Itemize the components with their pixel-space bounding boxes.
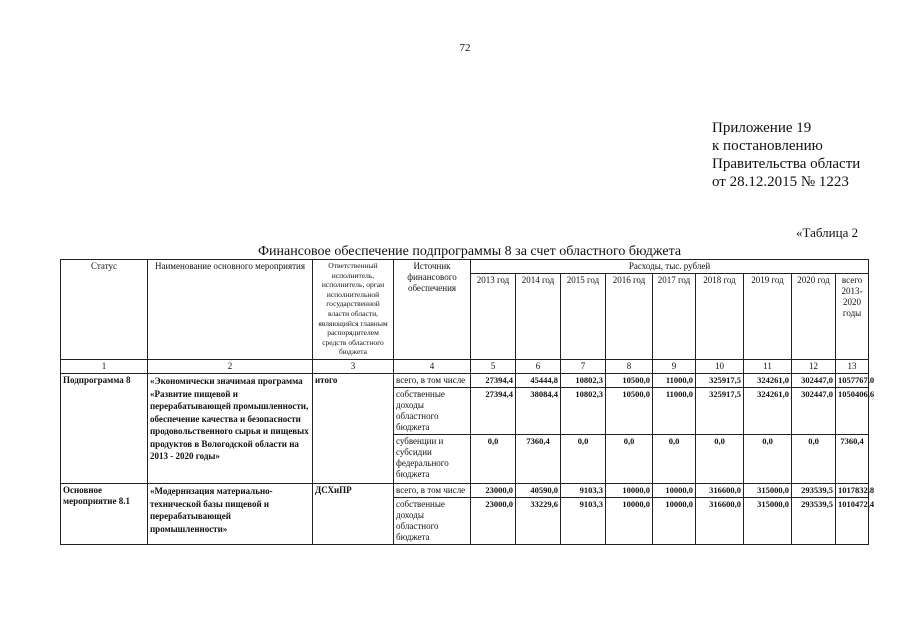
value-cell: 10802,3 [561, 388, 606, 435]
header-year: 2018 год [696, 274, 744, 360]
row-status: Основное мероприятие 8.1 [61, 484, 148, 545]
header-status: Статус [61, 260, 148, 360]
appendix-block [712, 119, 860, 191]
value-cell: 10802,3 [561, 374, 606, 388]
value-cell: 316600,0 [696, 484, 744, 498]
value-cell: 0,0 [561, 435, 606, 484]
value-cell: 0,0 [696, 435, 744, 484]
value-cell: 10000,0 [606, 484, 653, 498]
value-cell: 315000,0 [744, 498, 792, 545]
value-cell: 10000,0 [606, 498, 653, 545]
value-cell: 0,0 [744, 435, 792, 484]
value-cell: 10000,0 [653, 498, 696, 545]
appendix-line-4: от 28.12.2015 № 1223 [712, 174, 849, 190]
column-number: 6 [516, 360, 561, 374]
value-cell: 45444,8 [516, 374, 561, 388]
value-cell: 1010472,4 [836, 498, 869, 545]
financing-table [60, 259, 875, 545]
value-cell: 7360,4 [516, 435, 561, 484]
column-number: 10 [696, 360, 744, 374]
value-cell: 40590,0 [516, 484, 561, 498]
header-year: 2016 год [606, 274, 653, 360]
value-cell: 38084,4 [516, 388, 561, 435]
header-row [61, 260, 869, 274]
value-cell: 10500,0 [606, 388, 653, 435]
value-cell: 9103,3 [561, 498, 606, 545]
row-name: «Модернизация материально-технической базы пищевой и перерабатывающей промышленности» [148, 484, 313, 545]
column-number: 9 [653, 360, 696, 374]
table-label: «Таблица 2 [796, 225, 859, 240]
value-cell: 293539,5 [792, 484, 836, 498]
value-cell: 324261,0 [744, 388, 792, 435]
column-number: 4 [394, 360, 471, 374]
page-number: 72 [459, 42, 471, 54]
value-cell: 33229,6 [516, 498, 561, 545]
column-number-row [61, 360, 869, 374]
appendix-line-3: Правительства области [712, 156, 861, 172]
header-year: 2014 год [516, 274, 561, 360]
header-year: 2017 год [653, 274, 696, 360]
row-source: всего, в том числе [394, 374, 471, 388]
value-cell: 324261,0 [744, 374, 792, 388]
row-responsible: ДСХиПР [313, 484, 394, 545]
appendix-line-2: к постановлению [712, 138, 823, 154]
header-name: Наименование основного мероприятия [148, 260, 313, 360]
column-number: 5 [471, 360, 516, 374]
value-cell: 10500,0 [606, 374, 653, 388]
value-cell: 11000,0 [653, 374, 696, 388]
column-number: 12 [792, 360, 836, 374]
column-number: 3 [313, 360, 394, 374]
value-cell: 1057767,0 [836, 374, 869, 388]
value-cell: 325917,5 [696, 374, 744, 388]
header-responsible: Ответственный исполнитель, исполнитель, орган исполнительной государственной власти области, являющийся главным распорядителем средств областного бюджета [313, 260, 394, 360]
table-row [61, 374, 869, 388]
appendix-line-1: Приложение 19 [712, 120, 812, 136]
column-number: 7 [561, 360, 606, 374]
value-cell: 23000,0 [471, 484, 516, 498]
value-cell: 11000,0 [653, 388, 696, 435]
value-cell: 316600,0 [696, 498, 744, 545]
header-source: Источник финансового обеспечения [394, 260, 471, 360]
row-source: собственные доходы областного бюджета [394, 498, 471, 545]
column-number: 11 [744, 360, 792, 374]
table-row [61, 484, 869, 498]
value-cell: 23000,0 [471, 498, 516, 545]
value-cell: 1017832,8 [836, 484, 869, 498]
value-cell: 10000,0 [653, 484, 696, 498]
value-cell: 0,0 [471, 435, 516, 484]
value-cell: 0,0 [653, 435, 696, 484]
column-number: 2 [148, 360, 313, 374]
row-name: «Экономически значимая программа «Развитие пищевой и перерабатывающей промышленности, обеспечение качества и безопасности продовольственного сырья и пищевых продуктов в Вологодской области на 2013 - 2020 годы» [148, 374, 313, 484]
value-cell: 9103,3 [561, 484, 606, 498]
header-year: 2015 год [561, 274, 606, 360]
row-source: всего, в том числе [394, 484, 471, 498]
document-title: Финансовое обеспечение подпрограммы 8 за счет областного бюджета [258, 244, 682, 259]
value-cell: 27394,4 [471, 388, 516, 435]
column-number: 13 [836, 360, 869, 374]
value-cell: 293539,5 [792, 498, 836, 545]
header-year: 2019 год [744, 274, 792, 360]
column-number: 8 [606, 360, 653, 374]
header-total: всего 2013-2020 годы [836, 274, 869, 360]
row-source: субвенции и субсидии федерального бюджета [394, 435, 471, 484]
value-cell: 302447,0 [792, 388, 836, 435]
value-cell: 7360,4 [836, 435, 869, 484]
value-cell: 302447,0 [792, 374, 836, 388]
value-cell: 0,0 [606, 435, 653, 484]
value-cell: 1050406,6 [836, 388, 869, 435]
header-year: 2013 год [471, 274, 516, 360]
header-year: 2020 год [792, 274, 836, 360]
header-expenses: Расходы, тыс. рублей [471, 260, 869, 274]
row-responsible: итого [313, 374, 394, 484]
value-cell: 325917,5 [696, 388, 744, 435]
value-cell: 315000,0 [744, 484, 792, 498]
value-cell: 0,0 [792, 435, 836, 484]
row-status: Подпрограмма 8 [61, 374, 148, 484]
value-cell: 27394,4 [471, 374, 516, 388]
row-source: собственные доходы областного бюджета [394, 388, 471, 435]
column-number: 1 [61, 360, 148, 374]
